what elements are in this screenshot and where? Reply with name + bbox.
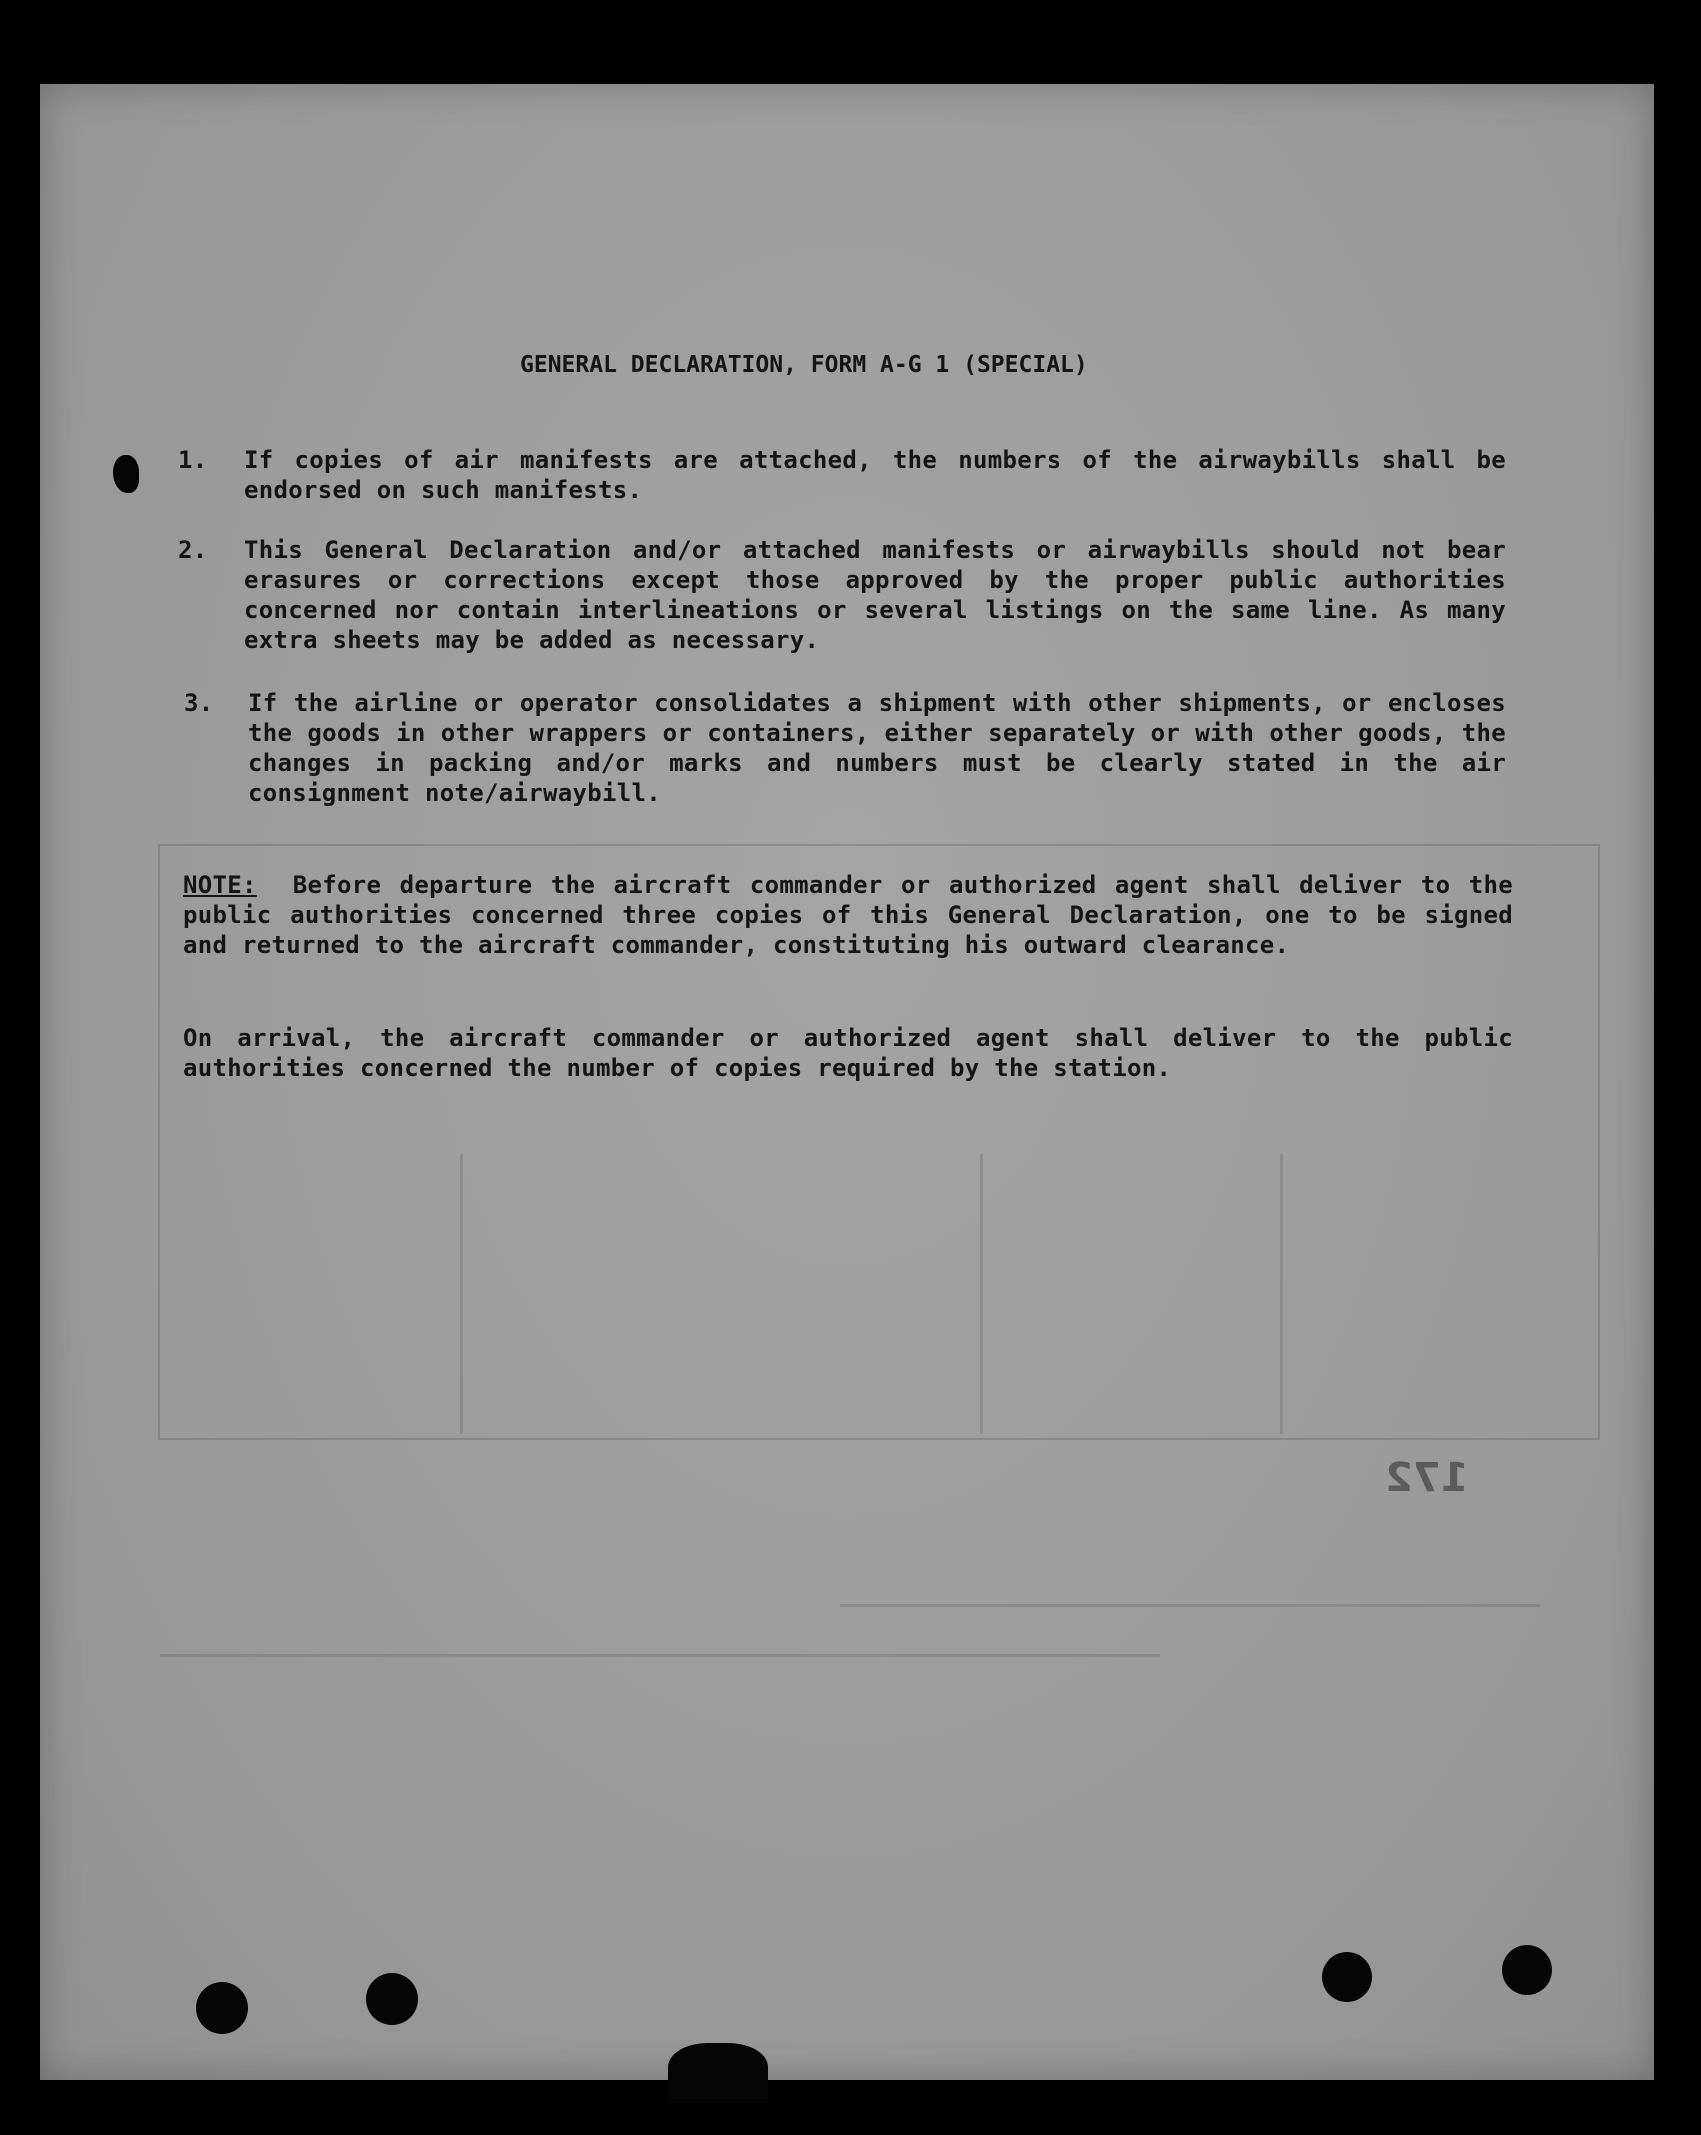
ink-blot xyxy=(113,455,139,493)
punch-hole xyxy=(1502,1945,1552,1995)
item-text: If copies of air manifests are attached, the numbers of the airwaybills shall be endorsed on such manifests. xyxy=(244,446,1506,504)
item-text: If the airline or operator consolidates a shipment with other shipments, or encloses the goods in other wrappers or containers, either separately or with other goods, the changes in packing and/or marks and numbers must be clearly stated in the air consignment note/airwaybill. xyxy=(248,689,1506,807)
bleed-through-line xyxy=(980,1154,983,1434)
bleed-through-number: 172 xyxy=(1385,1455,1469,1501)
punch-hole xyxy=(196,1982,248,2034)
bleed-through-line xyxy=(460,1154,463,1434)
item-number: 1. xyxy=(178,446,208,474)
note-text: Before departure the aircraft commander or authorized agent shall deliver to the public authorities concerned three copies of this General Declaration, one to be signed and returned to the aircraft commander, constituting his outward clearance. xyxy=(183,871,1513,959)
bleed-through-line xyxy=(160,1654,1160,1657)
item-number: 2. xyxy=(178,536,208,564)
note-label: NOTE: xyxy=(183,871,257,899)
item-text: This General Declaration and/or attached manifests or airwaybills should not bear erasures or corrections except those approved by the proper public authorities concerned nor contain interlineations or several listings on the same line. As many extra sheets may be added as necessary. xyxy=(244,536,1506,654)
note-paragraph xyxy=(183,870,1513,960)
punch-hole xyxy=(366,1973,418,2025)
bleed-through-line xyxy=(840,1604,1540,1607)
arrival-paragraph: On arrival, the aircraft commander or authorized agent shall deliver to the public authorities concerned the number of copies required by the station. xyxy=(183,1024,1513,1082)
page-title: GENERAL DECLARATION, FORM A-G 1 (SPECIAL) xyxy=(520,352,1088,378)
item-number: 3. xyxy=(184,689,214,717)
torn-edge xyxy=(668,2043,768,2103)
bleed-through-line xyxy=(1280,1154,1283,1434)
punch-hole xyxy=(1322,1952,1372,2002)
